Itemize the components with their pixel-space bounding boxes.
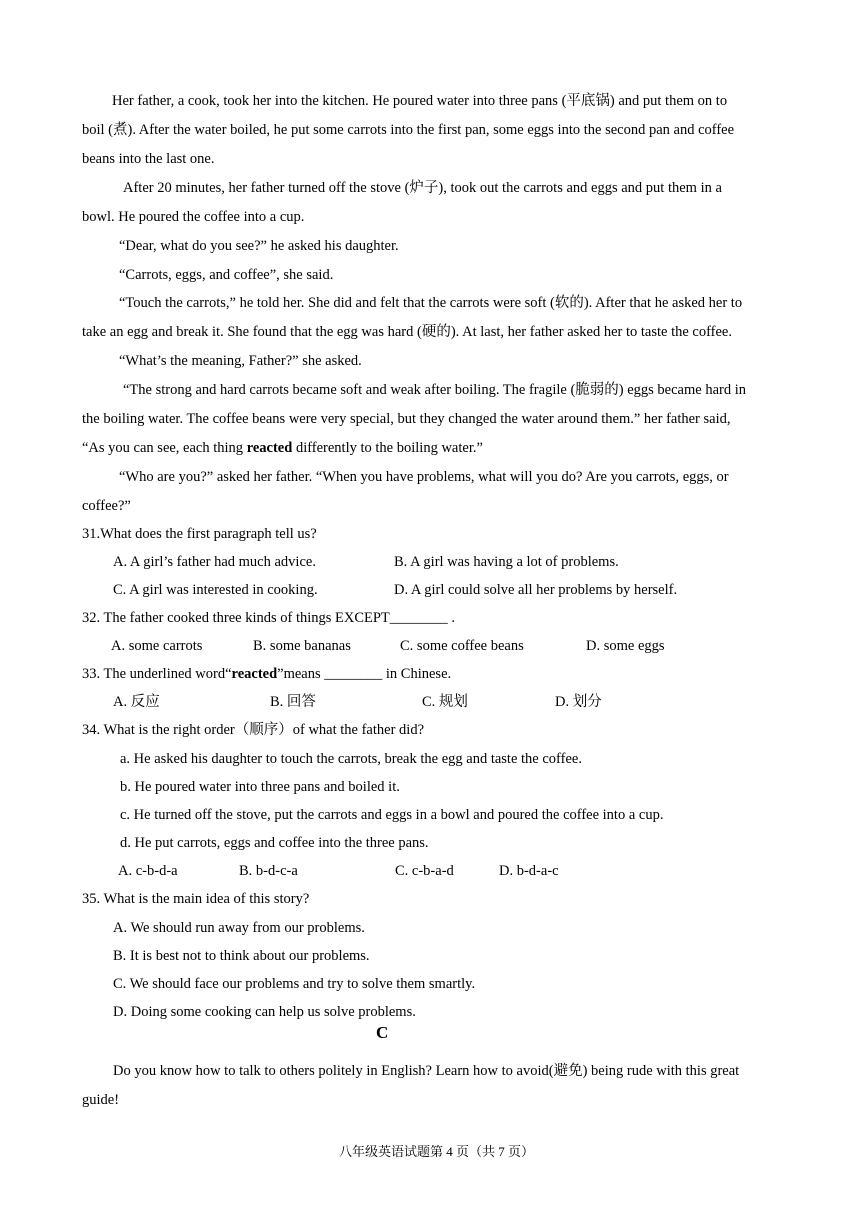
option-34-d: D. b-d-a-c bbox=[499, 863, 559, 879]
passage-line: bowl. He poured the coffee into a cup. bbox=[82, 209, 305, 225]
passage-line: “The strong and hard carrots became soft and weak after boiling. The fragile (脆弱的) eggs became hard in bbox=[123, 382, 746, 398]
question-35-stem: 35. What is the main idea of this story? bbox=[82, 891, 310, 907]
option-31-c: C. A girl was interested in cooking. bbox=[113, 582, 318, 598]
passage-text: differently to the boiling water.” bbox=[292, 440, 483, 456]
option-33-b: B. 回答 bbox=[270, 694, 316, 710]
option-35-b: B. It is best not to think about our problems. bbox=[113, 948, 370, 964]
passage-line: “Carrots, eggs, and coffee”, she said. bbox=[119, 267, 334, 283]
question-text: 33. The underlined word“ bbox=[82, 666, 232, 682]
step-a: a. He asked his daughter to touch the carrots, break the egg and taste the coffee. bbox=[120, 751, 582, 767]
keyword-reacted: reacted bbox=[231, 666, 278, 682]
passage-line: the boiling water. The coffee beans were very special, but they changed the water around them.” her father said, bbox=[82, 411, 731, 427]
option-34-c: C. c-b-a-d bbox=[395, 863, 454, 879]
passage-line: “Dear, what do you see?” he asked his daughter. bbox=[119, 238, 399, 254]
passage-line: take an egg and break it. She found that the egg was hard (硬的). At last, her father asked her to taste the coffee. bbox=[82, 324, 732, 340]
question-34-stem: 34. What is the right order（顺序）of what the father did? bbox=[82, 722, 425, 738]
option-35-c: C. We should face our problems and try to solve them smartly. bbox=[113, 976, 476, 992]
question-32-stem: 32. The father cooked three kinds of things EXCEPT________ . bbox=[82, 610, 456, 626]
option-31-a: A. A girl’s father had much advice. bbox=[113, 554, 316, 570]
passage-line: Her father, a cook, took her into the kitchen. He poured water into three pans (平底锅) and put them on to bbox=[112, 93, 728, 109]
section-heading: C bbox=[376, 1023, 389, 1042]
passage-text: “As you can see, each thing bbox=[82, 440, 247, 456]
option-32-a: A. some carrots bbox=[111, 638, 203, 654]
passage-line: “What’s the meaning, Father?” she asked. bbox=[119, 353, 362, 369]
option-33-c: C. 规划 bbox=[422, 694, 468, 710]
option-35-a: A. We should run away from our problems. bbox=[113, 920, 365, 936]
section-intro-line: Do you know how to talk to others politely in English? Learn how to avoid(避免) being rude with this great bbox=[113, 1063, 740, 1079]
option-32-c: C. some coffee beans bbox=[400, 638, 524, 654]
passage-line: After 20 minutes, her father turned off the stove (炉子), took out the carrots and eggs and put them in a bbox=[123, 180, 722, 196]
step-b: b. He poured water into three pans and boiled it. bbox=[120, 779, 400, 795]
step-c: c. He turned off the stove, put the carrots and eggs in a bowl and poured the coffee into a cup. bbox=[120, 807, 664, 823]
option-34-b: B. b-d-c-a bbox=[239, 863, 298, 879]
step-d: d. He put carrots, eggs and coffee into the three pans. bbox=[120, 835, 429, 851]
question-31-stem: 31.What does the first paragraph tell us? bbox=[82, 526, 317, 542]
option-33-d: D. 划分 bbox=[555, 694, 602, 710]
passage-line: “Touch the carrots,” he told her. She did and felt that the carrots were soft (软的). After that he asked her to bbox=[119, 295, 743, 311]
question-33-stem bbox=[82, 665, 451, 683]
option-35-d: D. Doing some cooking can help us solve problems. bbox=[113, 1004, 416, 1020]
passage-line: boil (煮). After the water boiled, he put some carrots into the first pan, some eggs into the second pan and coffee bbox=[82, 122, 735, 138]
option-32-b: B. some bananas bbox=[253, 638, 351, 654]
passage-line: coffee?” bbox=[82, 498, 131, 514]
passage-line: beans into the last one. bbox=[82, 151, 215, 167]
keyword-reacted: reacted bbox=[246, 440, 293, 456]
option-31-b: B. A girl was having a lot of problems. bbox=[394, 554, 619, 570]
option-33-a: A. 反应 bbox=[113, 694, 160, 710]
passage-line: “Who are you?” asked her father. “When you have problems, what will you do? Are you carrots, eggs, or bbox=[119, 469, 729, 485]
page-footer: 八年级英语试题第 4 页（共 7 页） bbox=[339, 1144, 535, 1159]
section-intro-line: guide! bbox=[82, 1092, 120, 1108]
option-31-d: D. A girl could solve all her problems by herself. bbox=[394, 582, 678, 598]
passage-line bbox=[82, 439, 483, 457]
option-34-a: A. c-b-d-a bbox=[118, 863, 178, 879]
question-text: ”means ________ in Chinese. bbox=[277, 666, 452, 682]
option-32-d: D. some eggs bbox=[586, 638, 665, 654]
